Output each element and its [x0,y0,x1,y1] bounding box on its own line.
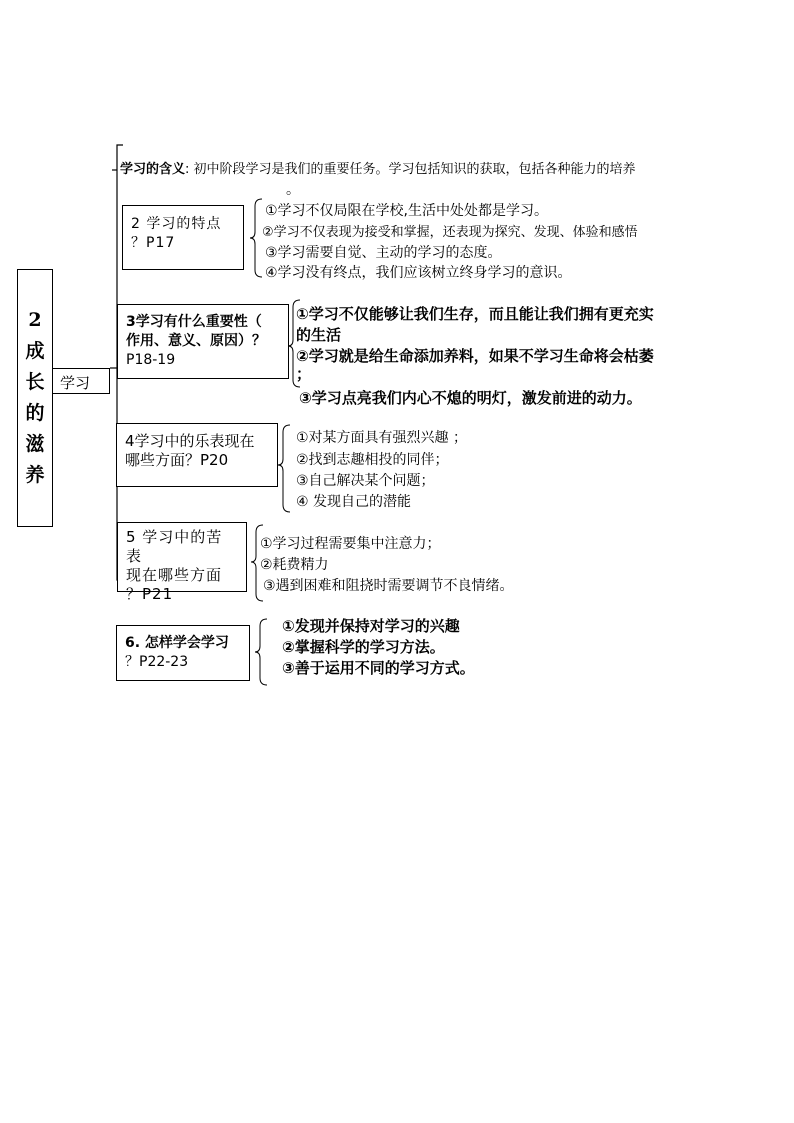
point: ④学习没有终点，我们应该树立终身学习的意识。 [265,265,572,281]
brace-4 [278,425,290,512]
question-line: 5 学习中的苦表 [126,528,223,565]
point: ③学习点亮我们内心不熄的明灯，激发前进的动力。 [299,389,642,407]
point: ①学习不仅局限在学校,生活中处处都是学习。 [265,203,548,219]
question-box-hardship [117,522,247,603]
question-box-joy [116,423,278,487]
question-line: ？P22-23 [125,654,189,670]
question-line: 4学习中的乐表现在 [125,432,255,450]
point: 的生活 [296,326,342,344]
question-line: 3学习有什么重要性（ [126,314,262,330]
point: ①对某方面具有强烈兴趣 ； [296,430,468,446]
point: ②找到志趣相投的同伴； [296,452,449,468]
question-line: P18-19 [126,352,176,368]
point: ③学习需要自觉、主动的学习的态度。 [265,245,502,261]
meaning-line [120,160,636,180]
point: ②学习不仅表现为接受和掌握，还表现为探究、发现、体验和感悟 [262,225,638,240]
chapter-title-char: 成 [25,340,45,362]
question-line: ？P17 [131,235,176,251]
chapter-title-char: 2 [28,309,42,331]
meaning-text: : 初中阶段学习是我们的重要任务。学习包括知识的获取，包括各种能力的培养 [185,162,636,177]
question-line: 现在哪些方面 [126,566,223,584]
point: ②学习就是给生命添加养料，如果不学习生命将会枯萎 [296,347,654,365]
point: ②耗费精力 [260,557,329,573]
question-line: 作用、意义、原因）？ [126,333,266,349]
chapter-title-box [17,269,53,527]
point: ②掌握科学的学习方法。 [282,638,445,656]
meaning-label: 学习的含义 [120,162,186,177]
chapter-title-char: 养 [25,464,45,486]
point: ； [296,365,312,383]
question-line: 2 学习的特点 [131,216,222,232]
question-line: 6. 怎样学会学习 [125,635,229,651]
point: ①学习过程需要集中注意力； [260,536,441,552]
point: ④ 发现自己的潜能 [296,494,412,510]
brace-6 [255,619,267,685]
chapter-title-char: 的 [25,402,45,424]
point: ③善于运用不同的学习方式。 [282,659,475,677]
chapter-title-char: 滋 [25,433,45,455]
point: ③遇到困难和阻挠时需要调节不良情绪。 [263,578,514,594]
question-box-how-to-learn [116,625,250,681]
question-line: 哪些方面？P20 [125,451,229,469]
root-node-xuexi: 学习 [52,368,110,394]
meaning-tail: 。 [286,182,300,198]
brace-2 [250,199,262,277]
chapter-title-char: 长 [25,371,45,393]
question-box-importance [117,304,289,379]
question-line: ？P21 [126,585,174,603]
question-box-characteristics [122,205,244,270]
point: ①学习不仅能够让我们生存，而且能让我们拥有更充实 [296,305,654,323]
point: ①发现并保持对学习的兴趣 [282,617,460,635]
point: ③自己解决某个问题； [296,473,435,489]
